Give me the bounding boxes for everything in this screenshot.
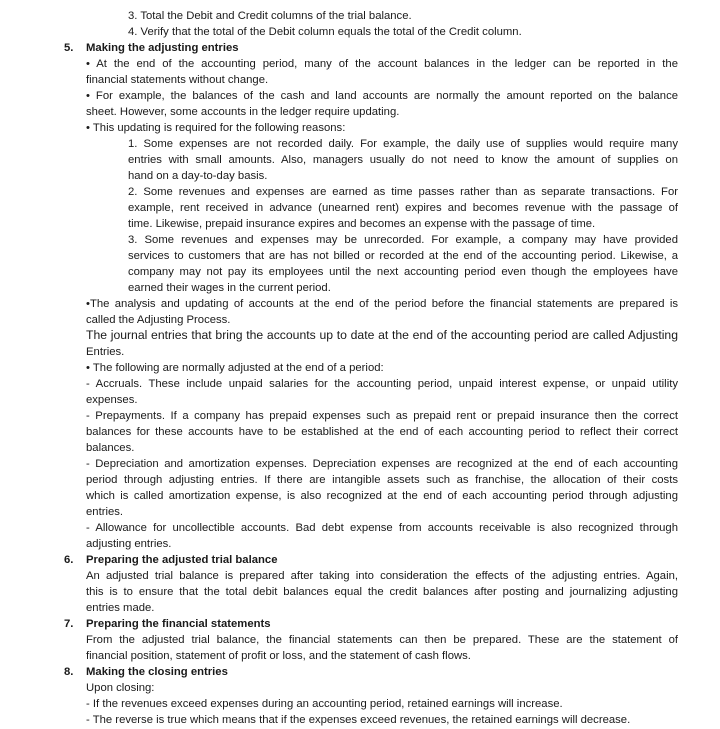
s5-p1-l1: • At the end of the accounting period, many of the account balances in the ledger can be reported in the: [86, 58, 678, 70]
s5-deprec-l1: - Depreciation and amortization expenses. Depreciation expenses are recognized at the end of each accounting: [86, 458, 678, 470]
s5-deprec-l4: entries.: [86, 506, 124, 518]
s5-r3-l4: earned their wages in the current period.: [128, 282, 331, 294]
section-8-heading: Making the closing entries: [86, 666, 228, 678]
s5-r2-l3: time. Likewise, prepaid insurance expires and becomes an expense with the passage of time.: [128, 218, 596, 230]
section-6-heading: Preparing the adjusted trial balance: [86, 554, 278, 566]
s8-l2: - If the revenues exceed expenses during an accounting period, retained earnings will increase.: [86, 698, 563, 710]
s5-r3-l2: services to customers that are has not billed or recorded at the end of the accounting period. Likewise, a: [128, 250, 678, 262]
s5-r3-l3: company may not pay its employees until the next accounting period even though the employees have: [128, 266, 678, 278]
s8-l3: - The reverse is true which means that if the expenses exceed revenues, the retained earnings will decrease.: [86, 714, 631, 726]
s5-accruals-l2: expenses.: [86, 394, 138, 406]
s5-allowance-l2: adjusting entries.: [86, 538, 172, 550]
s5-p2-l2: sheet. However, some accounts in the ledger require updating.: [86, 106, 400, 118]
section-7-heading: Preparing the financial statements: [86, 618, 271, 630]
s5-p3: • This updating is required for the following reasons:: [86, 122, 346, 134]
s6-l3: entries made.: [86, 602, 155, 614]
s5-deprec-l3: which is called amortization expense, is also recognized at the end of each accounting period through adjusting: [86, 490, 678, 502]
section-8-number: 8.: [64, 666, 74, 678]
s7-l1: From the adjusted trial balance, the financial statements can then be prepared. These are the statement of: [86, 634, 678, 646]
s5-p6: • The following are normally adjusted at the end of a period:: [86, 362, 384, 374]
s6-l1: An adjusted trial balance is prepared after taking into consideration the effects of the adjusting entries. Again,: [86, 570, 678, 582]
s5-allowance-l1: - Allowance for uncollectible accounts. Bad debt expense from accounts receivable is also recognized through: [86, 522, 678, 534]
s7-l2: financial position, statement of profit or loss, and the statement of cash flows.: [86, 650, 471, 662]
s5-p4-l1: •The analysis and updating of accounts at the end of the period before the financial statements are prepared is: [86, 298, 678, 310]
s8-l1: Upon closing:: [86, 682, 155, 694]
s5-r1-l3: hand on a day-to-day basis.: [128, 170, 268, 182]
s5-p5-l2: Entries.: [86, 346, 125, 358]
section-7-number: 7.: [64, 618, 74, 630]
s5-prepay-l1: - Prepayments. If a company has prepaid expenses such as prepaid rent or prepaid insurance then the correct: [86, 410, 678, 422]
s6-l2: this is to ensure that the total debit balances equal the credit balances after posting and journalizing adjusting: [86, 586, 678, 598]
step4-item-4: 4. Verify that the total of the Debit column equals the total of the Credit column.: [128, 26, 522, 38]
section-6-number: 6.: [64, 554, 74, 566]
s5-p2-l1: • For example, the balances of the cash and land accounts are normally the amount reported on the balance: [86, 90, 678, 102]
s5-r1-l2: entries with small amounts. Also, managers usually do not need to know the amount of supplies on: [128, 154, 678, 166]
s5-p5-l1: The journal entries that bring the accounts up to date at the end of the accounting period are called Adjusting: [86, 328, 678, 342]
s5-r3-l1: 3. Some revenues and expenses may be unrecorded. For example, a company may have provided: [128, 234, 678, 246]
section-5-number: 5.: [64, 42, 74, 54]
s5-accruals-l1: - Accruals. These include unpaid salaries for the accounting period, unpaid interest expense, or unpaid utility: [86, 378, 678, 390]
s5-deprec-l2: period through adjusting entries. If there are intangible assets such as franchise, the allocation of their costs: [86, 474, 678, 486]
section-5-heading: Making the adjusting entries: [86, 42, 239, 54]
step4-item-3: 3. Total the Debit and Credit columns of the trial balance.: [128, 10, 412, 22]
s5-p1-l2: financial statements without change.: [86, 74, 269, 86]
s5-prepay-l3: balances.: [86, 442, 135, 454]
s5-r2-l2: example, rent received in advance (unearned rent) expires and becomes revenue with the passage of: [128, 202, 678, 214]
s5-r1-l1: 1. Some expenses are not recorded daily. For example, the daily use of supplies would require many: [128, 138, 678, 150]
s5-prepay-l2: balances for these accounts have to be established at the end of each accounting period to reflect their correct: [86, 426, 678, 438]
s5-r2-l1: 2. Some revenues and expenses are earned as time passes rather than as separate transactions. For: [128, 186, 678, 198]
s5-p4-l2: called the Adjusting Process.: [86, 314, 231, 326]
